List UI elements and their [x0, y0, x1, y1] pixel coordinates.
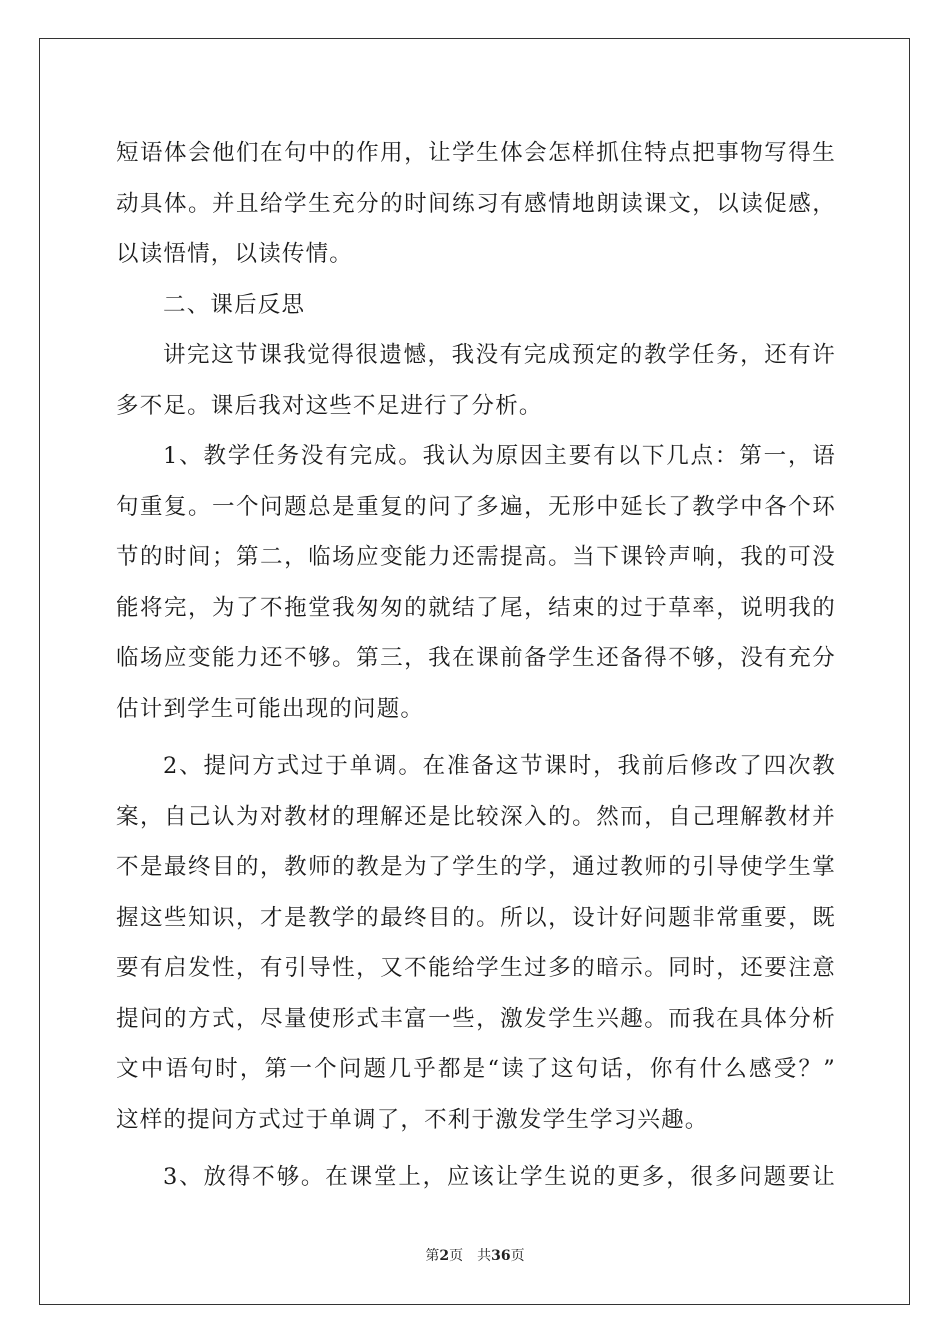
text-line: 2、提问方式过于单调。在准备这节课时，我前后修改了四次教 — [163, 753, 836, 779]
text-line: 这样的提问方式过于单调了，不利于激发学生学习兴趣。 — [116, 1106, 709, 1133]
text-line: 以读悟情，以读传情。 — [116, 241, 354, 267]
text-line: 要有启发性，有引导性，又不能给学生过多的暗示。同时，还要注意 — [116, 955, 836, 981]
text-line: 估计到学生可能出现的问题。 — [116, 695, 425, 722]
text-line: 1、教学任务没有完成。我认为原因主要有以下几点：第一，语 — [163, 443, 836, 469]
page-footer — [0, 1245, 950, 1265]
text-line: 文中语句时，第一个问题几乎都是“读了这句话，你有什么感受？” — [116, 1056, 836, 1082]
text-line: 句重复。一个问题总是重复的问了多遍，无形中延长了教学中各个环 — [116, 493, 836, 520]
total-prefix: 共 — [477, 1248, 492, 1264]
text-line: 提问的方式，尽量使形式丰富一些，激发学生兴趣。而我在具体分析 — [116, 1005, 836, 1032]
text-line: 多不足。课后我对这些不足进行了分析。 — [116, 392, 543, 419]
text-line: 讲完这节课我觉得很遗憾，我没有完成预定的教学任务，还有许 — [163, 342, 836, 368]
text-line: 节的时间；第二，临场应变能力还需提高。当下课铃声响，我的可没 — [116, 544, 836, 570]
text-line: 能将完，为了不拖堂我匆匆的就结了尾，结束的过于草率，说明我的 — [116, 594, 836, 621]
document-body — [116, 128, 836, 1203]
text-line: 临场应变能力还不够。第三，我在课前备学生还备得不够，没有充分 — [116, 645, 836, 671]
page-prefix: 第 — [425, 1248, 440, 1264]
text-line: 动具体。并且给学生充分的时间练习有感情地朗读课文，以读促感， — [116, 190, 836, 217]
page-suffix: 页 — [449, 1248, 464, 1264]
page-number: 2 — [439, 1248, 450, 1264]
text-line: 3、放得不够。在课堂上，应该让学生说的更多，很多问题要让 — [163, 1164, 836, 1190]
text-line: 短语体会他们在句中的作用，让学生体会怎样抓住特点把事物写得生 — [116, 140, 836, 166]
section-heading: 二、课后反思 — [163, 291, 306, 318]
text-line: 握这些知识，才是教学的最终目的。所以，设计好问题非常重要，既 — [116, 904, 836, 931]
text-line: 不是最终目的，教师的教是为了学生的学，通过教师的引导使学生掌 — [116, 854, 836, 880]
text-line: 案，自己认为对教材的理解还是比较深入的。然而，自己理解教材并 — [116, 803, 836, 830]
total-pages: 36 — [491, 1248, 511, 1264]
total-suffix: 页 — [510, 1248, 525, 1264]
